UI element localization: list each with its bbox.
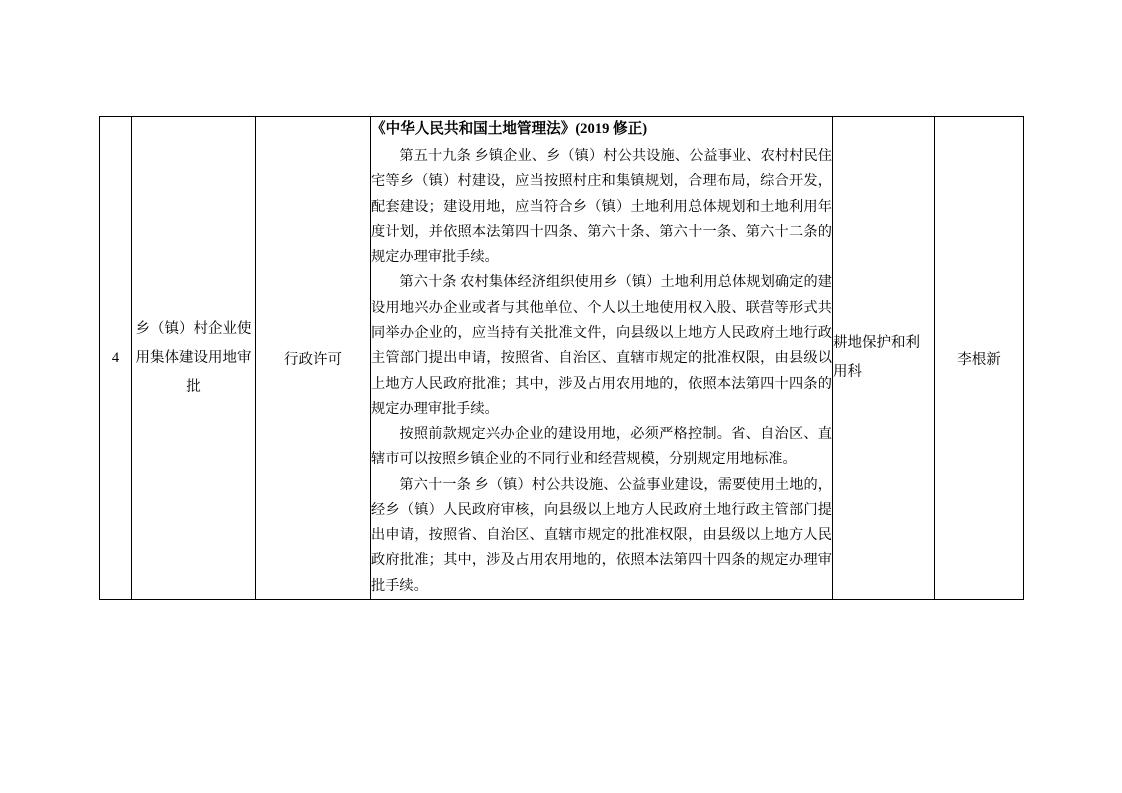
administrative-items-table (99, 116, 1024, 600)
legal-basis-paragraph: 第六十条 农村集体经济组织使用乡（镇）土地利用总体规划确定的建设用地兴办企业或者与其他单位、个人以土地使用权入股、联营等形式共同举办企业的，应当持有关批准文件，向县级以上地方人民政府土地行政主管部门提出申请，按照省、自治区、直辖市规定的批准权限，由县级以上地方人民政府批准；其中，涉及占用农用地的，依照本法第四十四条的规定办理审批手续。 (371, 274, 832, 417)
legal-basis-paragraph: 按照前款规定兴办企业的建设用地，必须严格控制。省、自治区、直辖市可以按照乡镇企业的不同行业和经营规模，分别规定用地标准。 (371, 426, 832, 468)
legal-basis-paragraph: 第六十一条 乡（镇）村公共设施、公益事业建设，需要使用土地的，经乡（镇）人民政府审核，向县级以上地方人民政府土地行政主管部门提出申请，按照省、自治区、直辖市规定的批准权限，由县级以上地方人民政府批准；其中，涉及占用农用地的，依照本法第四十四条的规定办理审批手续。 (371, 476, 832, 594)
row-index-cell: 4 (100, 117, 132, 600)
item-name-cell: 乡（镇）村企业使用集体建设用地审批 (132, 117, 256, 600)
legal-basis-cell (371, 117, 833, 600)
table-row (100, 117, 1024, 600)
legal-basis-title: 《中华人民共和国土地管理法》(2019 修正) (371, 121, 648, 137)
legal-basis-paragraph: 第五十九条 乡镇企业、乡（镇）村公共设施、公益事业、农村村民住宅等乡（镇）村建设，应当按照村庄和集镇规划，合理布局，综合开发，配套建设；建设用地，应当符合乡（镇）土地利用总体规划和土地利用年度计划，并依照本法第四十四条、第六十条、第六十一条、第六十二条的规定办理审批手续。 (371, 147, 832, 266)
responsible-person-cell: 李根新 (935, 117, 1024, 600)
item-type-cell: 行政许可 (256, 117, 371, 600)
department-cell: 耕地保护和利用科 (833, 117, 935, 600)
